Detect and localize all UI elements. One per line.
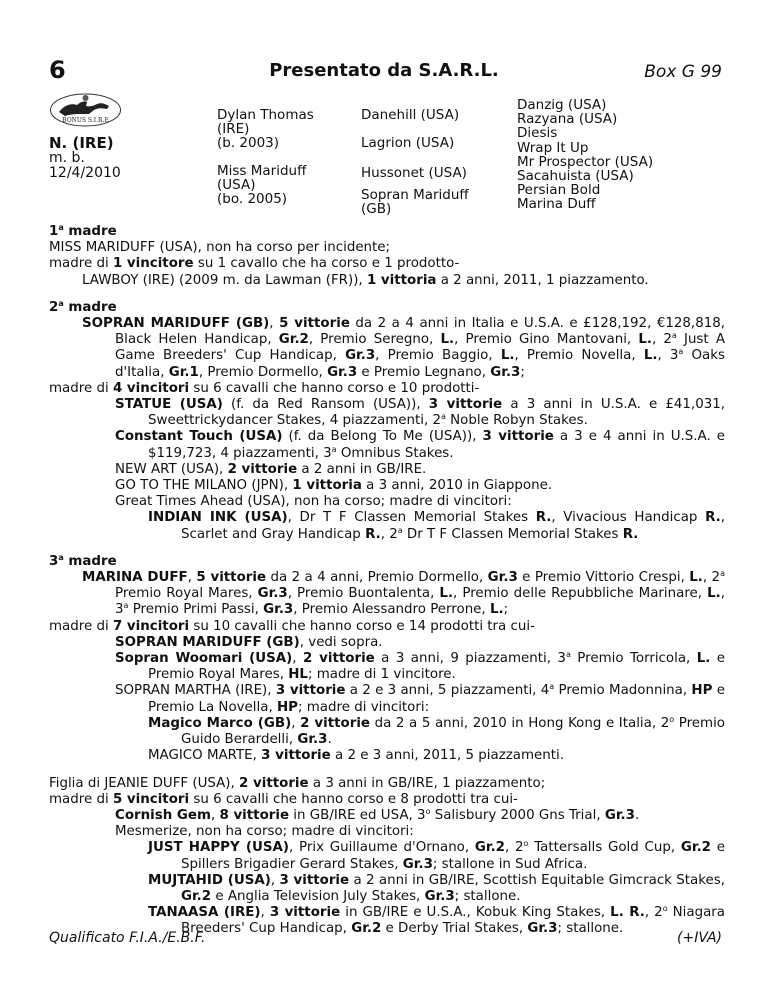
logo-text: BONUS S.I.R.E bbox=[62, 117, 109, 124]
pedigree-dam bbox=[217, 164, 306, 206]
paragraph: madre di 5 vincitori su 6 cavalli che hanno corso e 8 prodotti tra cui- bbox=[49, 791, 518, 807]
dam-dam-country: (GB) bbox=[361, 201, 392, 217]
gen3-item: Danzig (USA) bbox=[517, 97, 607, 113]
paragraph: MISS MARIDUFF (USA), non ha corso per incidente; bbox=[49, 240, 391, 256]
pedigree-sire bbox=[217, 108, 314, 150]
sire-country: (IRE) bbox=[217, 121, 250, 137]
dam-dam-name: Sopran Mariduff bbox=[361, 187, 469, 203]
paragraph: INDIAN INK (USA), Dr T F Classen Memorial Stakes R., Vivacious Handicap R., Scarlet and Gray Handicap R., 2$^a$ Dr T F Classen Memorial Stakes R. bbox=[148, 510, 725, 542]
paragraph: SOPRAN MARIDUFF (GB), 5 vittorie da 2 a 4 anni in Italia e U.S.A. e £128,192, €128,818, Black Helen Handicap, Gr.2, Premio Seregno, L., Premio Gino Mantovani, L., 2$^a$ Just A Game Breeders' Cup Handicap, Gr.3, Premio Baggio, L., Premio Novella, L., 3$^a$ Oaks d'Italia, Gr.1, Premio Dormello, Gr.3 e Premio Legnano, Gr.3; bbox=[82, 316, 726, 380]
pedigree-sire-sire: Danehill (USA) bbox=[361, 107, 460, 123]
box-location: Box G 99 bbox=[644, 62, 722, 82]
paragraph: SOPRAN MARIDUFF (GB), vedi sopra. bbox=[115, 634, 383, 650]
section-heading-third-dam: 3$^a$ madre bbox=[49, 552, 117, 569]
sire-birth: (b. 2003) bbox=[217, 135, 280, 151]
paragraph: Mesmerize, non ha corso; madre di vincitori: bbox=[115, 824, 414, 840]
paragraph: Cornish Gem, 8 vittorie in GB/IRE ed USA, 3$^o$ Salisbury 2000 Gns Trial, Gr.3. bbox=[115, 806, 640, 823]
paragraph: Sopran Woomari (USA), 2 vittorie a 3 anni, 9 piazzamenti, 3$^a$ Premio Torricola, L. e Premio Royal Mares, HL; madre di 1 vincitore. bbox=[115, 650, 726, 683]
dam-birth: (bo. 2005) bbox=[217, 191, 288, 207]
gen3-item: Persian Bold bbox=[517, 182, 601, 199]
gen3-item: Marina Duff bbox=[517, 196, 596, 213]
horse-info bbox=[49, 136, 121, 181]
paragraph: JUST HAPPY (USA), Prix Guillaume d'Ornano, Gr.2, 2$^o$ Tattersalls Gold Cup, Gr.2 e Spillers Brigadier Gerard Stakes, Gr.3; stallone in Sud Africa. bbox=[148, 839, 726, 872]
paragraph: Constant Touch (USA) (f. da Belong To Me (USA)), 3 vittorie a 3 e 4 anni in U.S.A. e $119,723, 4 piazzamenti, 3$^a$ Omnibus Stakes. bbox=[115, 429, 725, 461]
paragraph: TANAASA (IRE), 3 vittorie in GB/IRE e U.S.A., Kobuk King Stakes, L. R., 2$^o$ Niagara Breeders' Cup Handicap, Gr.2 e Derby Trial Stakes, Gr.3; stallone. bbox=[148, 904, 726, 937]
paragraph: GO TO THE MILANO (JPN), 1 vittoria a 3 anni, 2010 in Giappone. bbox=[115, 478, 553, 494]
gen3-item: Sacahuista (USA) bbox=[517, 168, 634, 185]
paragraph: STATUE (USA) (f. da Red Ransom (USA)), 3 vittorie a 3 anni in U.S.A. e £41,031, Sweettrickydancer Stakes, 4 piazzamenti, 2$^a$ Noble Robyn Stakes. bbox=[115, 397, 726, 429]
bonus-sire-logo bbox=[49, 92, 122, 128]
sire-name: Dylan Thomas bbox=[217, 107, 314, 123]
pedigree-dam-dam bbox=[361, 188, 469, 216]
section-heading-first-dam: 1$^a$ madre bbox=[49, 223, 117, 239]
paragraph: madre di 4 vincitori su 6 cavalli che hanno corso e 10 prodotti- bbox=[49, 380, 480, 396]
pedigree-third-generation bbox=[517, 98, 653, 212]
pedigree-sire-dam: Lagrion (USA) bbox=[361, 135, 455, 151]
footer-qualification: Qualificato F.I.A./E.B.F. bbox=[49, 930, 206, 946]
dam-country: (USA) bbox=[217, 177, 256, 193]
horse-birth-date: 12/4/2010 bbox=[49, 165, 121, 181]
paragraph: Great Times Ahead (USA), non ha corso; madre di vincitori: bbox=[115, 494, 512, 510]
paragraph: LAWBOY (IRE) (2009 m. da Lawman (FR)), 1 vittoria a 2 anni, 2011, 1 piazzamento. bbox=[82, 272, 649, 288]
gen3-item: Diesis bbox=[517, 125, 558, 142]
paragraph: Figlia di JEANIE DUFF (USA), 2 vittorie a 3 anni in GB/IRE, 1 piazzamento; bbox=[49, 775, 546, 791]
section-heading-second-dam: 2$^a$ madre bbox=[49, 298, 117, 315]
horse-name: N. (IRE) bbox=[49, 134, 114, 152]
footer-vat: (+IVA) bbox=[677, 930, 722, 946]
paragraph: SOPRAN MARTHA (IRE), 3 vittorie a 2 e 3 anni, 5 piazzamenti, 4$^a$ Premio Madonnina, HP e Premio La Novella, HP; madre di vincitori: bbox=[115, 682, 725, 715]
paragraph: NEW ART (USA), 2 vittorie a 2 anni in GB/IRE. bbox=[115, 461, 427, 477]
dam-name: Miss Mariduff bbox=[217, 163, 307, 179]
paragraph: MARINA DUFF, 5 vittorie da 2 a 4 anni, Premio Dormello, Gr.3 e Premio Vittorio Crespi, L., 2$^a$ Premio Royal Mares, Gr.3, Premio Buontalenta, L., Premio delle Repubbliche Marinare, L., 3$^a$ Premio Primi Passi, Gr.3, Premio Alessandro Perrone, L.; bbox=[82, 569, 726, 618]
gen3-item: Wrap It Up bbox=[517, 139, 589, 156]
pedigree-notes bbox=[49, 224, 725, 938]
pedigree-dam-sire: Hussonet (USA) bbox=[361, 165, 467, 181]
paragraph: madre di 1 vincitore su 1 cavallo che ha corso e 1 prodotto- bbox=[49, 256, 460, 272]
horse-logo-icon bbox=[49, 92, 122, 128]
paragraph: madre di 7 vincitori su 10 cavalli che hanno corso e 14 prodotti tra cui- bbox=[49, 618, 535, 634]
horse-sex-color: m. b. bbox=[49, 150, 85, 166]
lot-number: 6 bbox=[49, 56, 66, 84]
paragraph: MUJTAHID (USA), 3 vittorie a 2 anni in GB/IRE, Scottish Equitable Gimcrack Stakes, Gr.2 e Anglia Television July Stakes, Gr.3; stallone. bbox=[148, 872, 725, 904]
gen3-item: Razyana (USA) bbox=[517, 111, 618, 128]
paragraph: MAGICO MARTE, 3 vittorie a 2 e 3 anni, 2011, 5 piazzamenti. bbox=[148, 748, 564, 764]
paragraph: Magico Marco (GB), 2 vittorie da 2 a 5 anni, 2010 in Hong Kong e Italia, 2$^o$ Premio Guido Berardelli, Gr.3. bbox=[148, 714, 725, 748]
presenter-title: Presentato da S.A.R.L. bbox=[269, 60, 499, 81]
gen3-item: Mr Prospector (USA) bbox=[517, 153, 654, 170]
